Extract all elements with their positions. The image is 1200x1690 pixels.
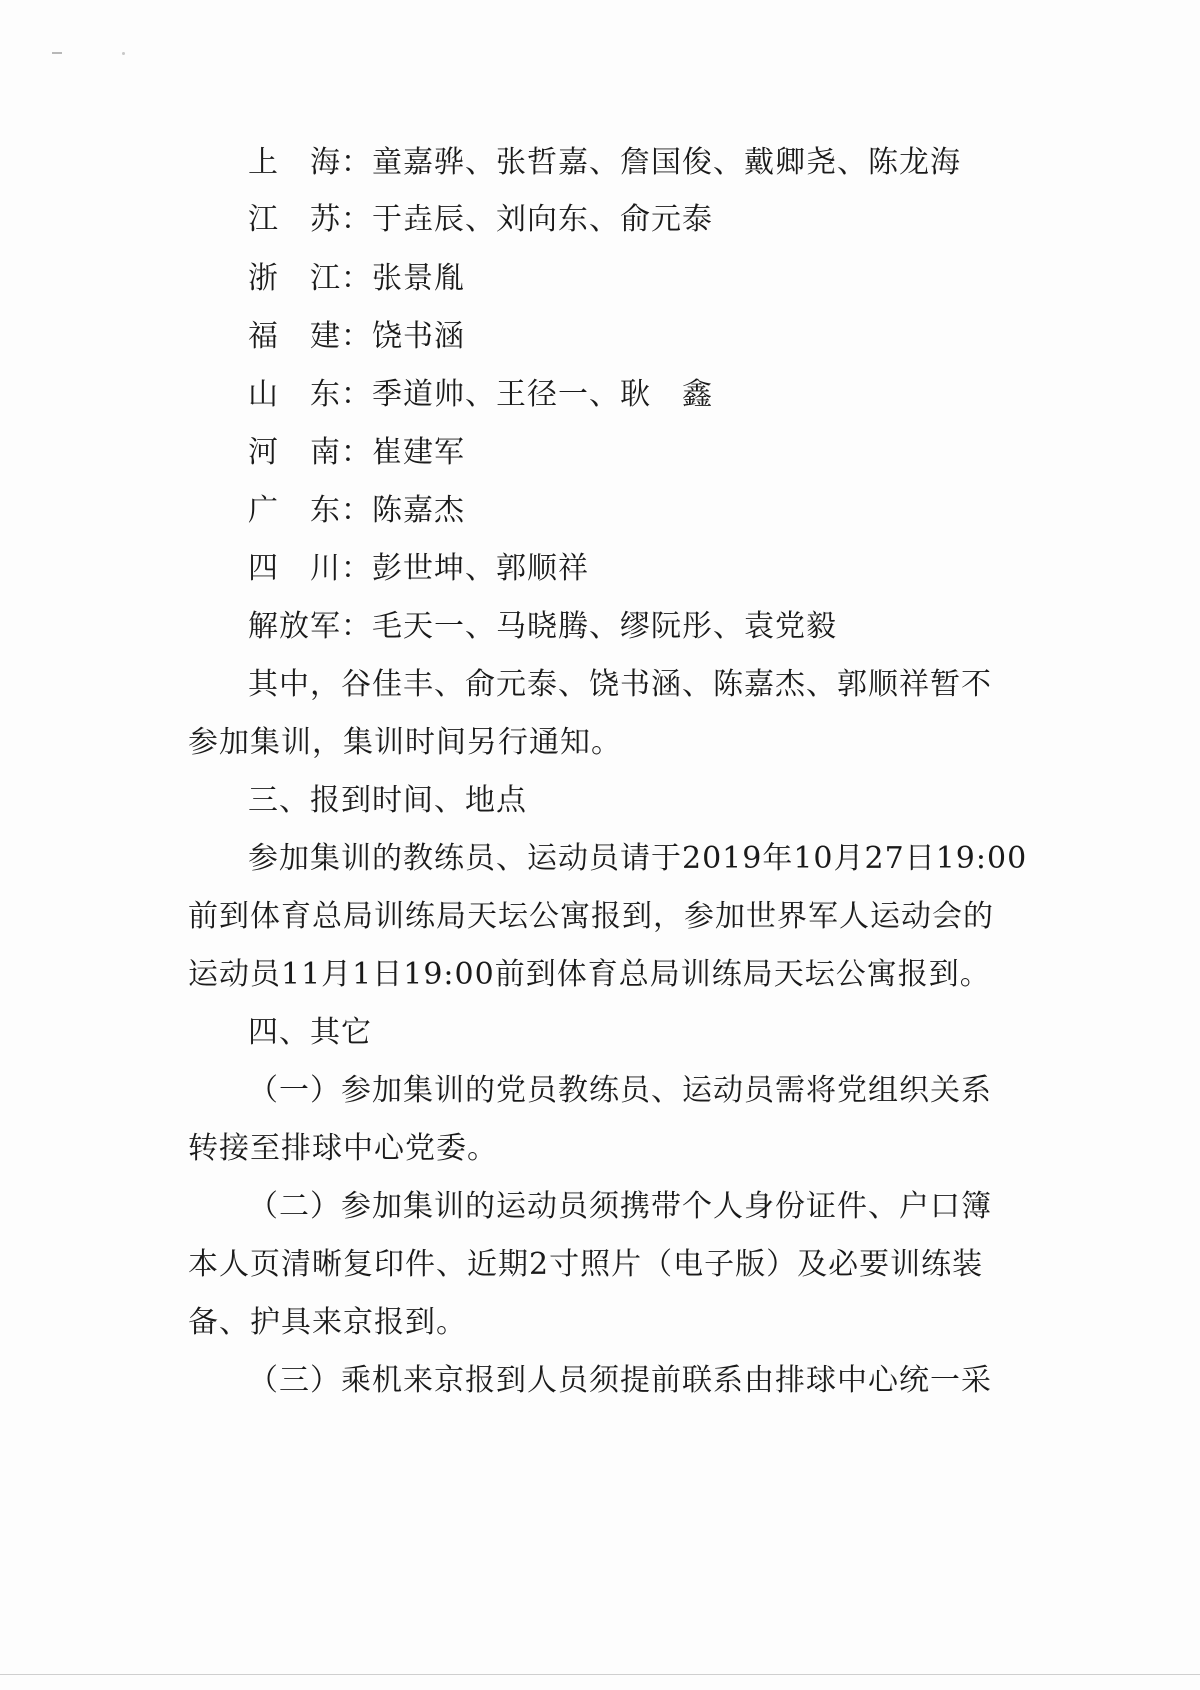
roster-line-fujian: 福 建：饶书涵 <box>248 319 465 354</box>
paragraph-line: 备、护具来京报到。 <box>188 1305 467 1340</box>
roster-line-jiangsu: 江 苏：于垚辰、刘向东、俞元泰 <box>248 202 713 237</box>
page-bottom-edge <box>0 1674 1200 1675</box>
paragraph-line: 运动员11月1日19:00前到体育总局训练局天坛公寓报到。 <box>188 957 991 992</box>
paragraph-line: 本人页清晰复印件、近期2寸照片（电子版）及必要训练装 <box>188 1247 984 1282</box>
roster-line-shandong: 山 东：季道帅、王径一、耿 鑫 <box>248 377 713 412</box>
scan-speck <box>122 52 125 55</box>
roster-line-henan: 河 南：崔建军 <box>248 435 465 470</box>
roster-line-sichuan: 四 川：彭世坤、郭顺祥 <box>248 551 589 586</box>
paragraph-line: （一）参加集训的党员教练员、运动员需将党组织关系 <box>248 1073 992 1108</box>
paragraph-line: 参加集训的教练员、运动员请于2019年10月27日19:00 <box>248 841 1028 876</box>
paragraph-line: 前到体育总局训练局天坛公寓报到，参加世界军人运动会的 <box>188 899 994 934</box>
paragraph-line: （三）乘机来京报到人员须提前联系由排球中心统一采 <box>248 1363 992 1398</box>
section-heading-4: 四、其它 <box>248 1015 372 1050</box>
paragraph-line: 参加集训，集训时间另行通知。 <box>188 725 622 760</box>
paragraph-line: 转接至排球中心党委。 <box>188 1131 498 1166</box>
section-heading-3: 三、报到时间、地点 <box>248 783 527 818</box>
roster-line-guangdong: 广 东：陈嘉杰 <box>248 493 465 528</box>
roster-line-shanghai: 上 海：童嘉骅、张哲嘉、詹国俊、戴卿尧、陈龙海 <box>248 145 961 180</box>
roster-line-pla: 解放军：毛天一、马晓腾、缪阮彤、袁党毅 <box>248 609 837 644</box>
paragraph-line: 其中，谷佳丰、俞元泰、饶书涵、陈嘉杰、郭顺祥暂不 <box>248 667 992 702</box>
scan-speck <box>52 52 62 54</box>
paragraph-line: （二）参加集训的运动员须携带个人身份证件、户口簿 <box>248 1189 992 1224</box>
roster-line-zhejiang: 浙 江：张景胤 <box>248 261 465 296</box>
